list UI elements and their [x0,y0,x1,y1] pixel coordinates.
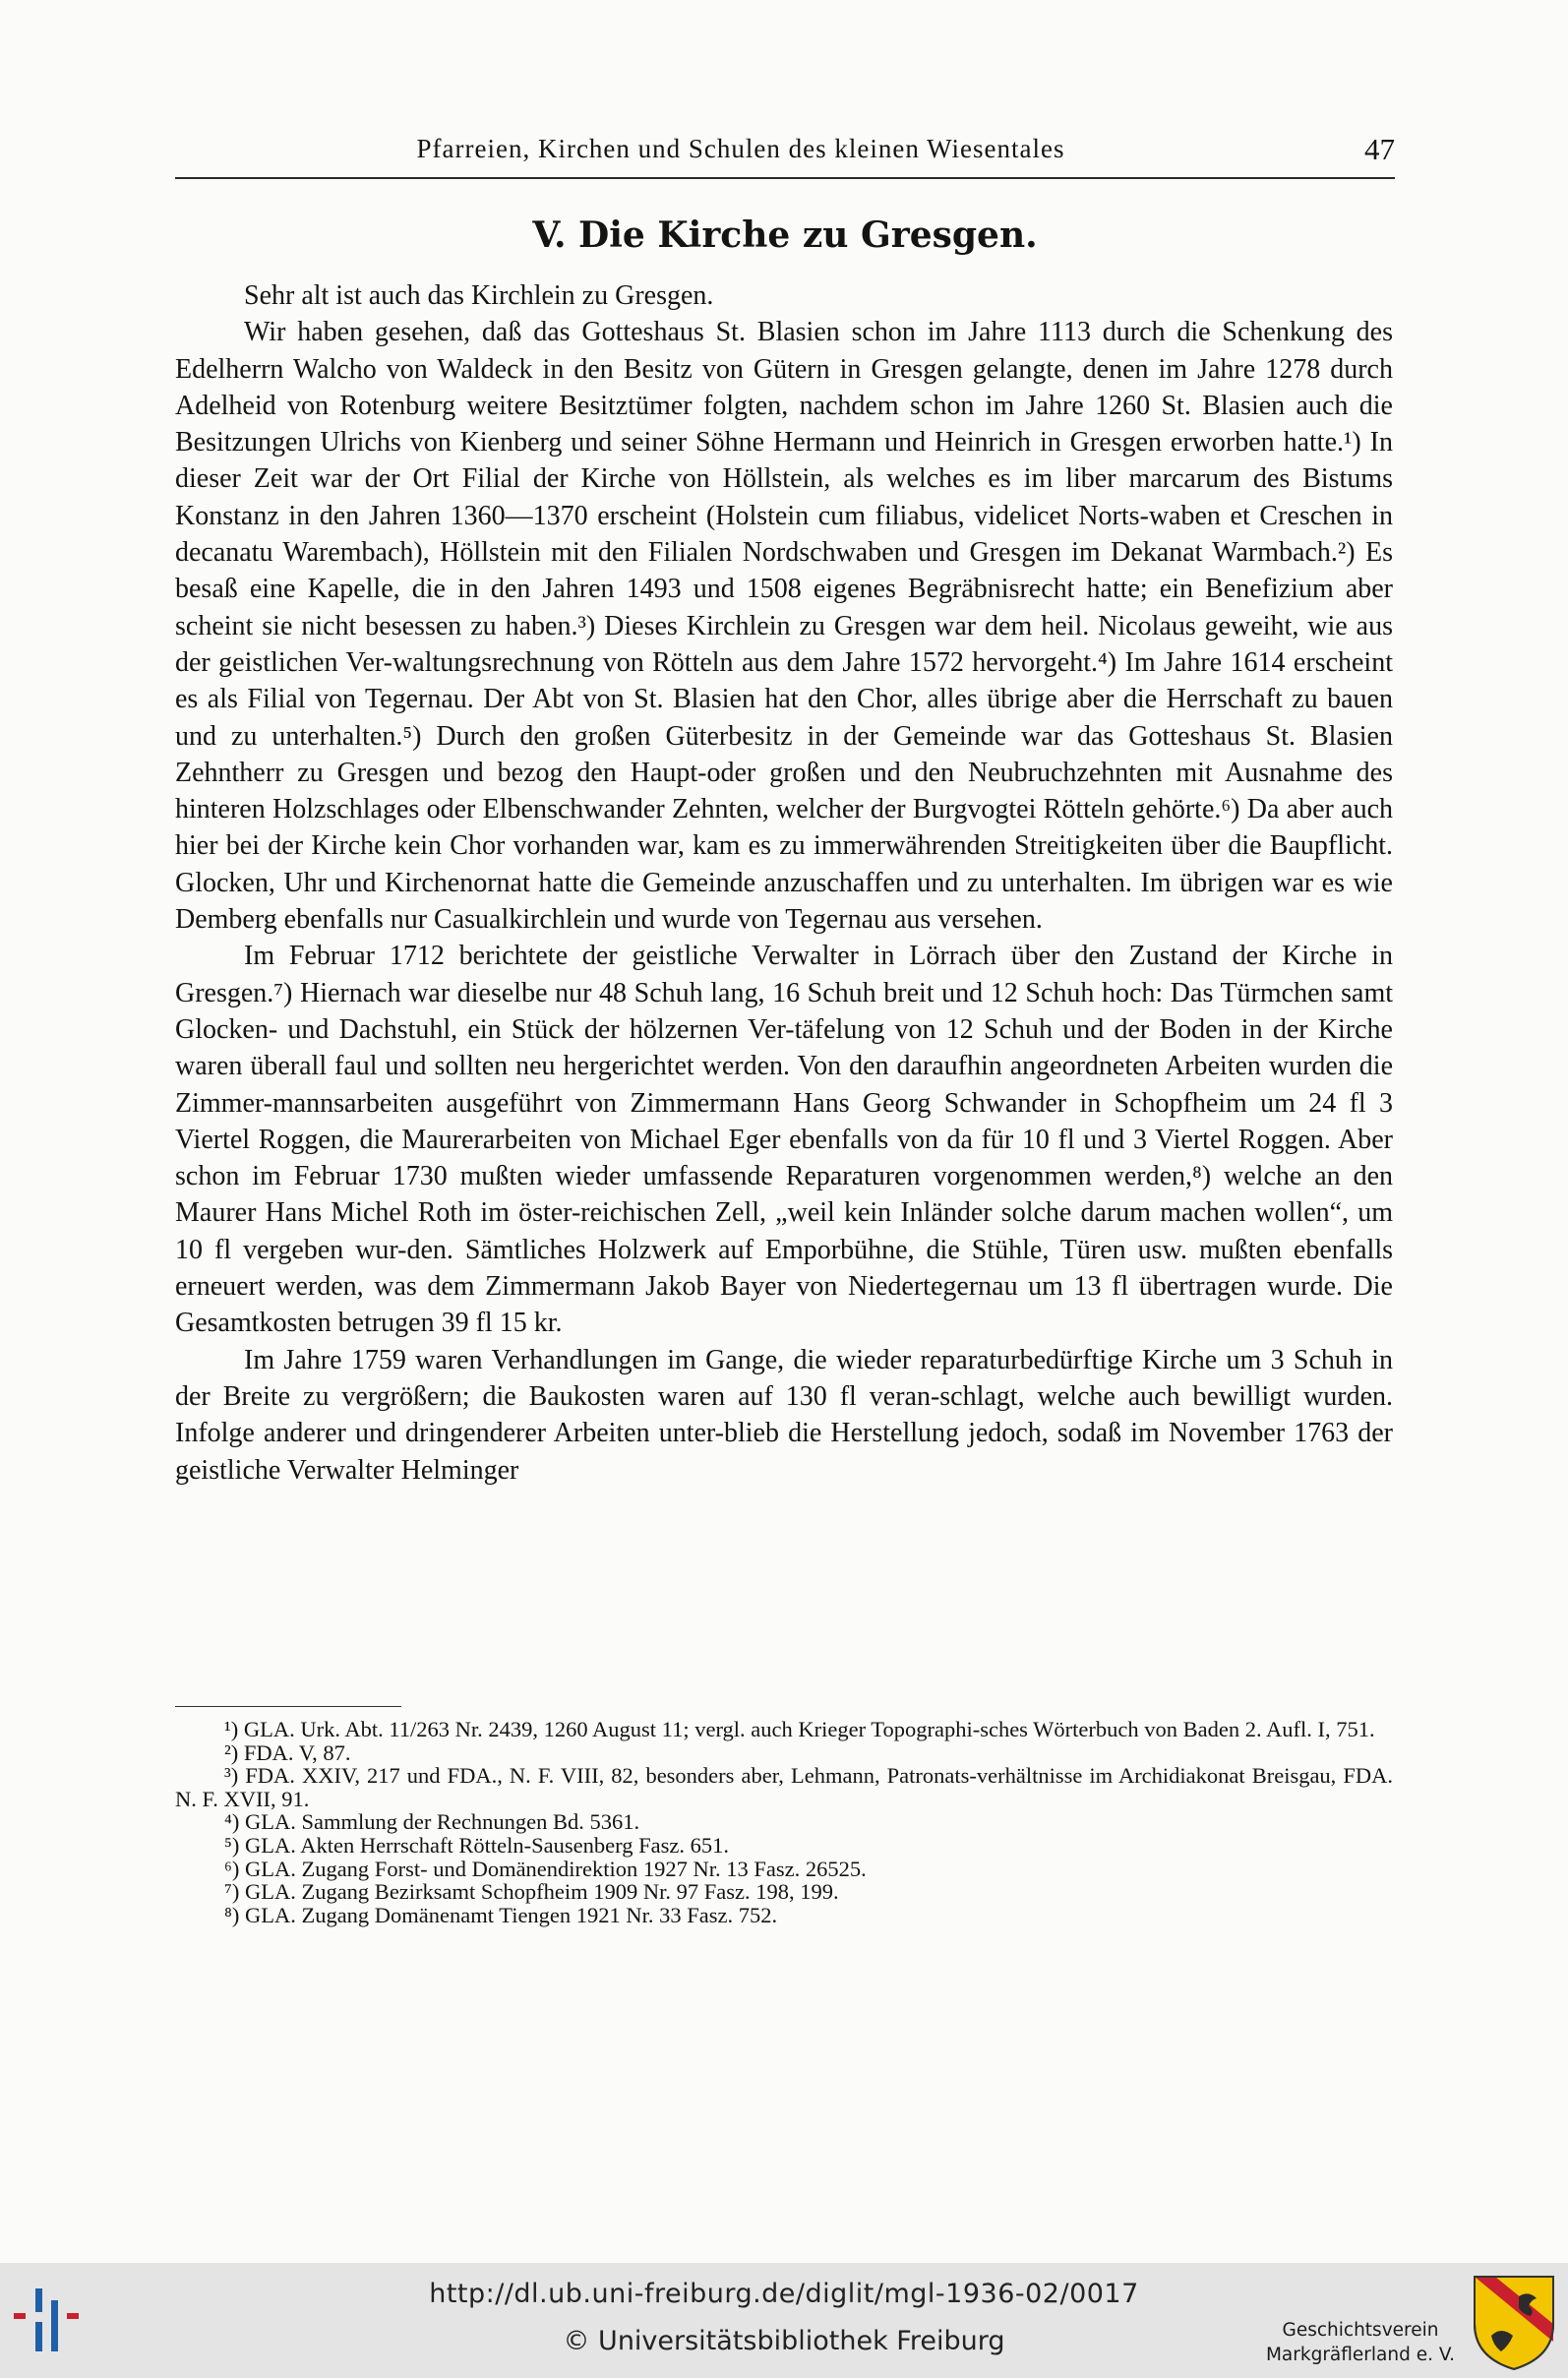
footnote: ⁴) GLA. Sammlung der Rechnungen Bd. 5361. [224,1809,640,1835]
paragraph: Sehr alt ist auch das Kirchlein zu Gresgen. [244,280,714,311]
footnote: ¹) GLA. Urk. Abt. 11/263 Nr. 2439, 1260 August 11; vergl. auch Krieger Topographi-sches Wörterbuch von Baden 2. Aufl. I, 751. [224,1717,1375,1741]
running-title: Pfarreien, Kirchen und Schulen des kleinen Wiesentales [416,134,1065,163]
running-head [175,130,1395,179]
footer-copyright: © Universitätsbibliothek Freiburg [563,2326,1005,2356]
footnote: ²) FDA. V, 87. [224,1739,351,1765]
footnote: ⁸) GLA. Zugang Domänenamt Tiengen 1921 Nr. 33 Fasz. 752. [224,1902,778,1927]
chapter-heading: V. Die Kirche zu Gresgen. [532,214,1038,256]
body-text [175,277,1393,1489]
paragraph: Im Februar 1712 berichtete der geistliche Verwalter in Lörrach über den Zustand der Kirche in Gresgen.⁷) Hiernach war dieselbe nur 48 Schuh lang, 16 Schuh breit und 12 Schuh hoch: Das Türmchen samt Glocken- und Dachstuhl, ein Stück der hölzernen Ver-täfelung von 12 Schuh und der Boden in der Kirche waren überall faul und sollten neu hergerichtet werden. Von den daraufhin angeordneten Arbeiten wurden die Zimmer-mannsarbeiten ausgeführt von Zimmermann Hans Georg Schwander in Schopfheim um 24 fl 3 Viertel Roggen, die Maurerarbeiten von Michael Eger ebenfalls von da für 10 fl und 3 Viertel Roggen. Aber schon im Februar 1730 mußten wieder umfassende Reparaturen vorgenommen werden,⁸) welche an den Maurer Hans Michel Roth im öster-reichischen Zell, „weil kein Inländer solche darum machen wollen“, um 10 fl vergeben wur-den. Sämtliches Holzwerk auf Emporbühne, die Stühle, Türen usw. mußten ebenfalls erneuert werden, was dem Zimmermann Jakob Bayer von Niedertegernau um 13 fl übertragen wurde. Die Gesamtkosten betrugen 39 fl 15 kr. [175,941,1393,1339]
footnote: ³) FDA. XXIV, 217 und FDA., N. F. VIII, 82, besonders aber, Lehmann, Patronats-verhältnisse im Archidiakonat Breisgau, FDA. N. F. XVII, 91. [175,1763,1393,1811]
page-number: 47 [1364,132,1395,166]
footer-bar [0,2263,1568,2378]
society-name-line2: Markgräflerland e. V. [1265,2345,1456,2365]
coat-of-arms-icon[interactable] [1470,2273,1558,2371]
footnote: ⁵) GLA. Akten Herrschaft Rötteln-Sausenberg Fasz. 651. [224,1832,729,1858]
society-name-line1: Geschichtsverein [1282,2320,1439,2341]
footnote-divider [175,1706,401,1707]
paragraph: Im Jahre 1759 waren Verhandlungen im Gange, die wieder reparaturbedürftige Kirche um 3 Schuh in der Breite zu vergrößern; die Baukosten waren auf 130 fl veran-schlagt, welche auch bewilligt wurden. Infolge anderer und dringenderer Arbeiten unter-blieb die Herstellung jedoch, sodaß im November 1763 der geistliche Verwalter Helminger [175,1344,1393,1486]
paragraph: Wir haben gesehen, daß das Gotteshaus St. Blasien schon im Jahre 1113 durch die Schenkung des Edelherrn Walcho von Waldeck in den Besitz von Gütern in Gresgen gelangte, denen im Jahre 1278 durch Adelheid von Rotenburg weitere Besitztümer folgten, nachdem schon im Jahre 1260 St. Blasien auch die Besitzungen Ulrichs von Kienberg und seiner Söhne Hermann und Heinrich in Gresgen erworben hatte.¹) In dieser Zeit war der Ort Filial der Kirche von Höllstein, als welches es im liber marcarum des Bistums Konstanz in den Jahren 1360—1370 erscheint (Holstein cum filiabus, videlicet Norts-waben et Creschen in decanatu Warembach), Höllstein mit den Filialen Nordschwaben und Gresgen im Dekanat Warmbach.²) Es besaß eine Kapelle, die in den Jahren 1493 und 1508 eigenes Begräbnisrecht hatte; ein Benefizium aber scheint sie nicht besessen zu haben.³) Dieses Kirchlein zu Gresgen war dem heil. Nicolaus geweiht, wie aus der geistlichen Ver-waltungsrechnung von Rötteln aus dem Jahre 1572 hervorgeht.⁴) Im Jahre 1614 erscheint es als Filial von Tegernau. Der Abt von St. Blasien hat den Chor, alles übrige aber die Herrschaft zu bauen und zu unterhalten.⁵) Durch den großen Güterbesitz in der Gemeinde war das Gotteshaus St. Blasien Zehntherr zu Gresgen und bezog den Haupt-oder großen und den Neubruchzehnten mit Ausnahme des hinteren Holzschlages oder Elbenschwander Zehnten, welcher der Burgvogtei Rötteln gehörte.⁶) Da aber auch hier bei der Kirche kein Chor vorhanden war, kam es zu immerwährenden Streitigkeiten über die Baupflicht. Glocken, Uhr und Kirchenornat hatte die Gemeinde anzuschaffen und zu unterhalten. Im übrigen war es wie Demberg ebenfalls nur Casualkirchlein und wurde von Tegernau aus versehen. [175,317,1393,936]
footnote: ⁶) GLA. Zugang Forst- und Domänendirektion 1927 Nr. 13 Fasz. 26525. [224,1856,867,1881]
society-name [1257,2318,1464,2367]
footnotes [175,1718,1393,1926]
footnote: ⁷) GLA. Zugang Bezirksamt Schopfheim 1909 Nr. 97 Fasz. 198, 199. [224,1879,839,1905]
footer-url-link[interactable]: http://dl.ub.uni-freiburg.de/diglit/mgl-1936-02/0017 [429,2279,1139,2309]
